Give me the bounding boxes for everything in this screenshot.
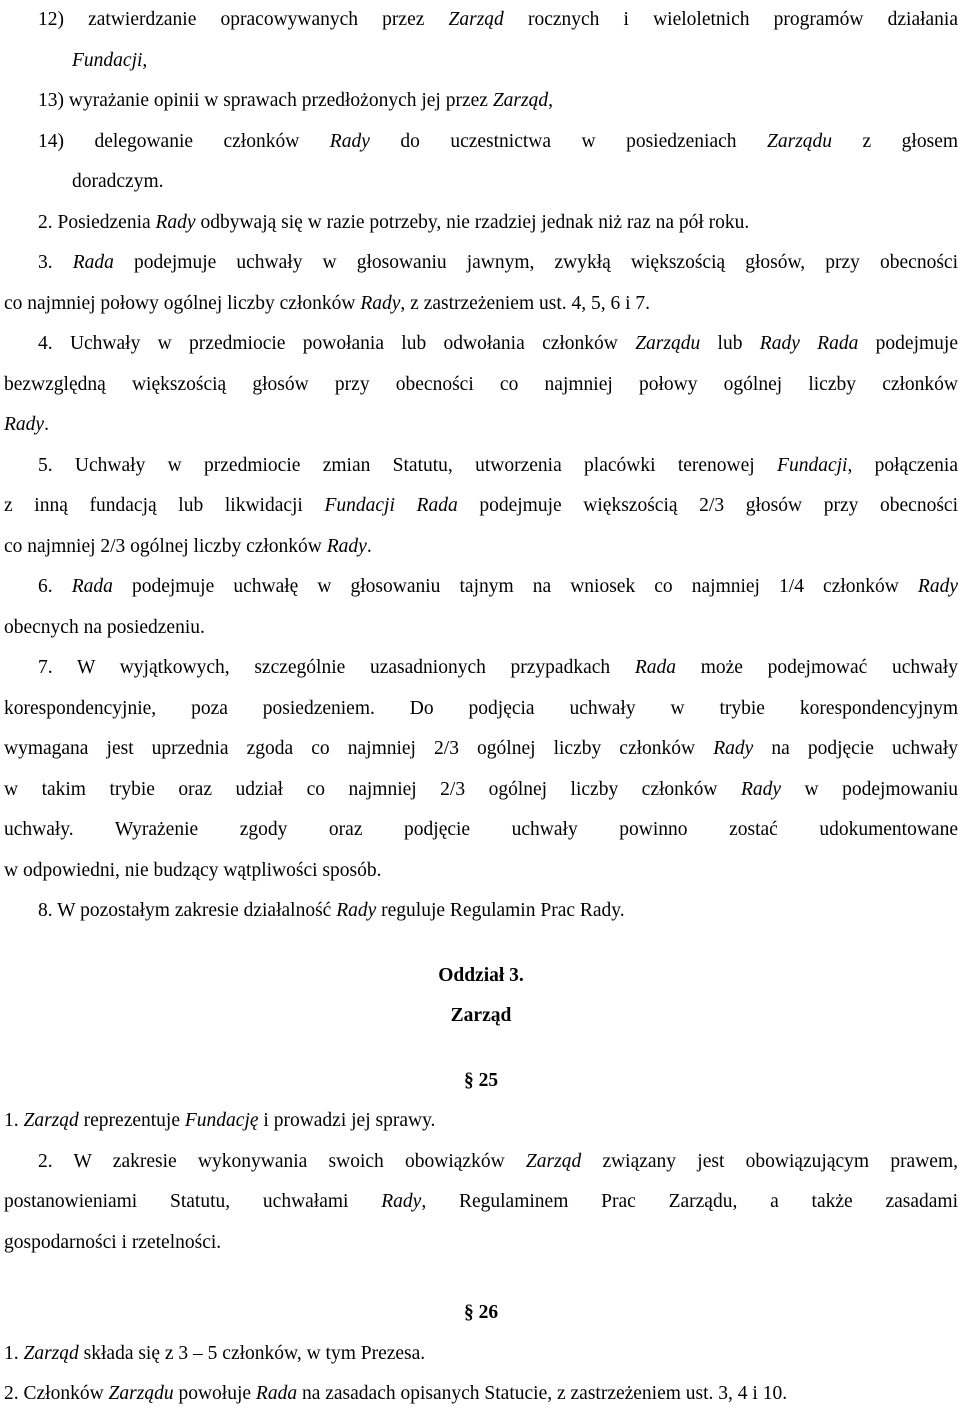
spacer — [4, 1263, 958, 1293]
text-line: uchwały. Wyrażenie zgody oraz podjęcie uchwały powinno zostać udokumentowane — [4, 819, 958, 840]
spacer — [4, 932, 958, 956]
text-line: doradczym. — [72, 171, 164, 192]
text-line: 1. Zarząd składa się z 3 – 5 członków, w tym Prezesa. — [4, 1342, 426, 1364]
chapter-title: Zarząd — [450, 1005, 512, 1026]
section-mark: § 26 — [463, 1302, 499, 1323]
text-line: obecnych na posiedzeniu. — [4, 616, 205, 638]
text-line: 3. Rada podejmuje uchwały w głosowaniu jawnym, zwykłą większością głosów, przy obecności — [38, 252, 958, 273]
text-line: korespondencyjnie, poza posiedzeniem. Do podjęcia uchwały w trybie korespondencyjnym — [4, 697, 958, 719]
text-line: Fundacji, — [72, 49, 148, 71]
spacer — [4, 1037, 958, 1061]
text-line: Rady. — [4, 414, 49, 435]
text-line: wymagana jest uprzednia zgoda co najmniej 2/3 ogólnej liczby członków Rady na podjęcie uchwały — [4, 738, 958, 759]
text-line: 6. Rada podejmuje uchwałę w głosowaniu tajnym na wniosek co najmniej 1/4 członków Rady — [38, 576, 958, 597]
text-line: 1. Zarząd reprezentuje Fundację i prowadzi jej sprawy. — [4, 1110, 436, 1131]
text-line: 2. W zakresie wykonywania swoich obowiązków Zarząd związany jest obowiązującym prawem, — [38, 1150, 958, 1172]
text-line: gospodarności i rzetelności. — [4, 1231, 222, 1253]
text-line: w takim trybie oraz udział co najmniej 2/3 ogólnej liczby członków Rady w podejmowaniu — [4, 778, 958, 800]
text-line: 2. Posiedzenia Rady odbywają się w razie potrzeby, nie rzadziej jednak niż raz na pół roku. — [38, 211, 750, 233]
text-line: 12) zatwierdzanie opracowywanych przez Zarząd rocznych i wieloletnich programów działania — [38, 9, 958, 30]
text-line: 8. W pozostałym zakresie działalność Rady reguluje Regulamin Prac Rady. — [38, 900, 625, 921]
text-line: 5. Uchwały w przedmiocie zmian Statutu, utworzenia placówki terenowej Fundacji, połączenia — [38, 454, 958, 476]
text-line: 2. Członków Zarządu powołuje Rada na zasadach opisanych Statucie, z zastrzeżeniem ust. 3, 4 i 10. — [4, 1383, 788, 1404]
text-line: bezwzględną większością głosów przy obecności co najmniej połowy ogólnej liczby członków — [4, 373, 958, 395]
chapter-heading: Oddział 3. — [438, 964, 524, 986]
text-line: 7. W wyjątkowych, szczególnie uzasadnionych przypadkach Rada może podejmować uchwały — [38, 657, 958, 678]
text-line: z inną fundacją lub likwidacji Fundacji Rada podejmuje większością 2/3 głosów przy obecności — [4, 495, 958, 516]
document-page — [4, 0, 958, 1415]
section-mark: § 25 — [463, 1069, 499, 1091]
text-line: postanowieniami Statutu, uchwałami Rady, Regulaminem Prac Zarządu, a także zasadami — [4, 1191, 958, 1212]
text-line: w odpowiedni, nie budzący wątpliwości sposób. — [4, 859, 382, 881]
text-line: 14) delegowanie członków Rady do uczestnictwa w posiedzeniach Zarządu z głosem — [38, 130, 958, 152]
text-line: 4. Uchwały w przedmiocie powołania lub odwołania członków Zarządu lub Rady Rada podejmuje — [38, 333, 958, 354]
text-line: co najmniej 2/3 ogólnej liczby członków Rady. — [4, 535, 372, 557]
text-line: 13) wyrażanie opinii w sprawach przedłożonych jej przez Zarząd, — [38, 90, 553, 111]
text-line: co najmniej połowy ogólnej liczby członków Rady, z zastrzeżeniem ust. 4, 5, 6 i 7. — [4, 292, 651, 314]
